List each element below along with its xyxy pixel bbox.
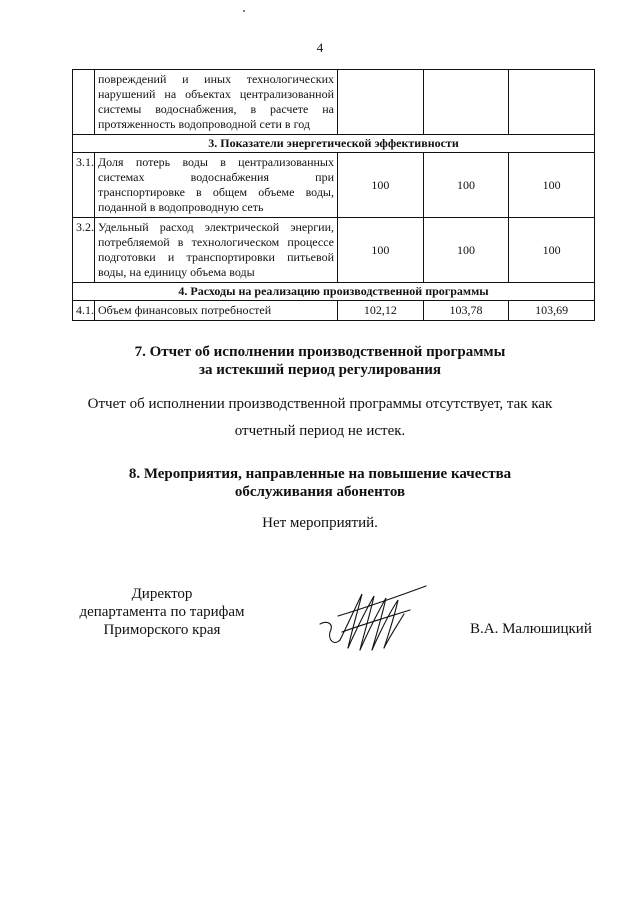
table-cell-num: [73, 70, 95, 135]
table-cell-value: 100: [509, 218, 595, 283]
section-title-expenses: 4. Расходы на реализацию производственной программы: [73, 283, 595, 301]
table-row: [73, 218, 595, 283]
table-section-row: [73, 283, 595, 301]
section7-title-line2: за истекший период регулирования: [198, 362, 442, 378]
table-cell-desc: повреждений и иных технологических нарушений на объектах централизованной системы водоснабжения, в расчете на протяженность водопроводной сети в год: [95, 70, 338, 135]
signatory-title: [72, 585, 252, 639]
table-cell-value: 102,12: [338, 301, 424, 321]
table-cell-value: 100: [509, 153, 595, 218]
section7-text-line2: отчетный период не истек.: [234, 423, 406, 439]
signatory-title-line2: департамента по тарифам: [79, 604, 245, 620]
table-cell-value: [509, 70, 595, 135]
page-number: 4: [316, 40, 324, 55]
table-cell-value: 100: [423, 218, 509, 283]
signatory-title-line3: Приморского края: [103, 622, 221, 638]
section8-heading: [0, 465, 640, 501]
table-row: [73, 153, 595, 218]
table-cell-value: 100: [423, 153, 509, 218]
section8-text: Нет мероприятий.: [262, 515, 378, 531]
section8-title-line1: 8. Мероприятия, направленные на повышение качества: [128, 466, 512, 482]
table-section-row: [73, 135, 595, 153]
section7-heading: [0, 343, 640, 379]
table-cell-value: 103,69: [509, 301, 595, 321]
section7-title-line1: 7. Отчет об исполнении производственной программы: [134, 344, 506, 360]
scan-dot: [243, 10, 245, 12]
table-cell-value: [423, 70, 509, 135]
table-cell-num: 3.1.: [73, 153, 95, 218]
table-row: [73, 301, 595, 321]
table-cell-desc: Доля потерь воды в централизованных системах водоснабжения при транспортировке в общем объеме воды, поданной в водопроводную сеть: [95, 153, 338, 218]
handwritten-signature: [318, 580, 428, 660]
section-title-energy: 3. Показатели энергетической эффективности: [73, 135, 595, 153]
section8-title-line2: обслуживания абонентов: [234, 484, 406, 500]
table-cell-value: 100: [338, 153, 424, 218]
section7-text-line1: Отчет об исполнении производственной программы отсутствует, так как: [87, 396, 553, 412]
table-cell-value: [338, 70, 424, 135]
table-cell-num: 4.1.: [73, 301, 95, 321]
table-cell-num: 3.2.: [73, 218, 95, 283]
signatory-name: В.А. Малюшицкий: [470, 621, 592, 637]
table-cell-value: 100: [338, 218, 424, 283]
table-row: [73, 70, 595, 135]
table-cell-value: 103,78: [423, 301, 509, 321]
table-cell-desc: Объем финансовых потребностей: [95, 301, 338, 321]
signatory-title-line1: Директор: [131, 586, 193, 602]
table-cell-desc: Удельный расход электрической энергии, потребляемой в технологическом процессе подготовки и транспортировки питьевой воды, на единицу объема воды: [95, 218, 338, 283]
indicators-table: [72, 69, 595, 321]
